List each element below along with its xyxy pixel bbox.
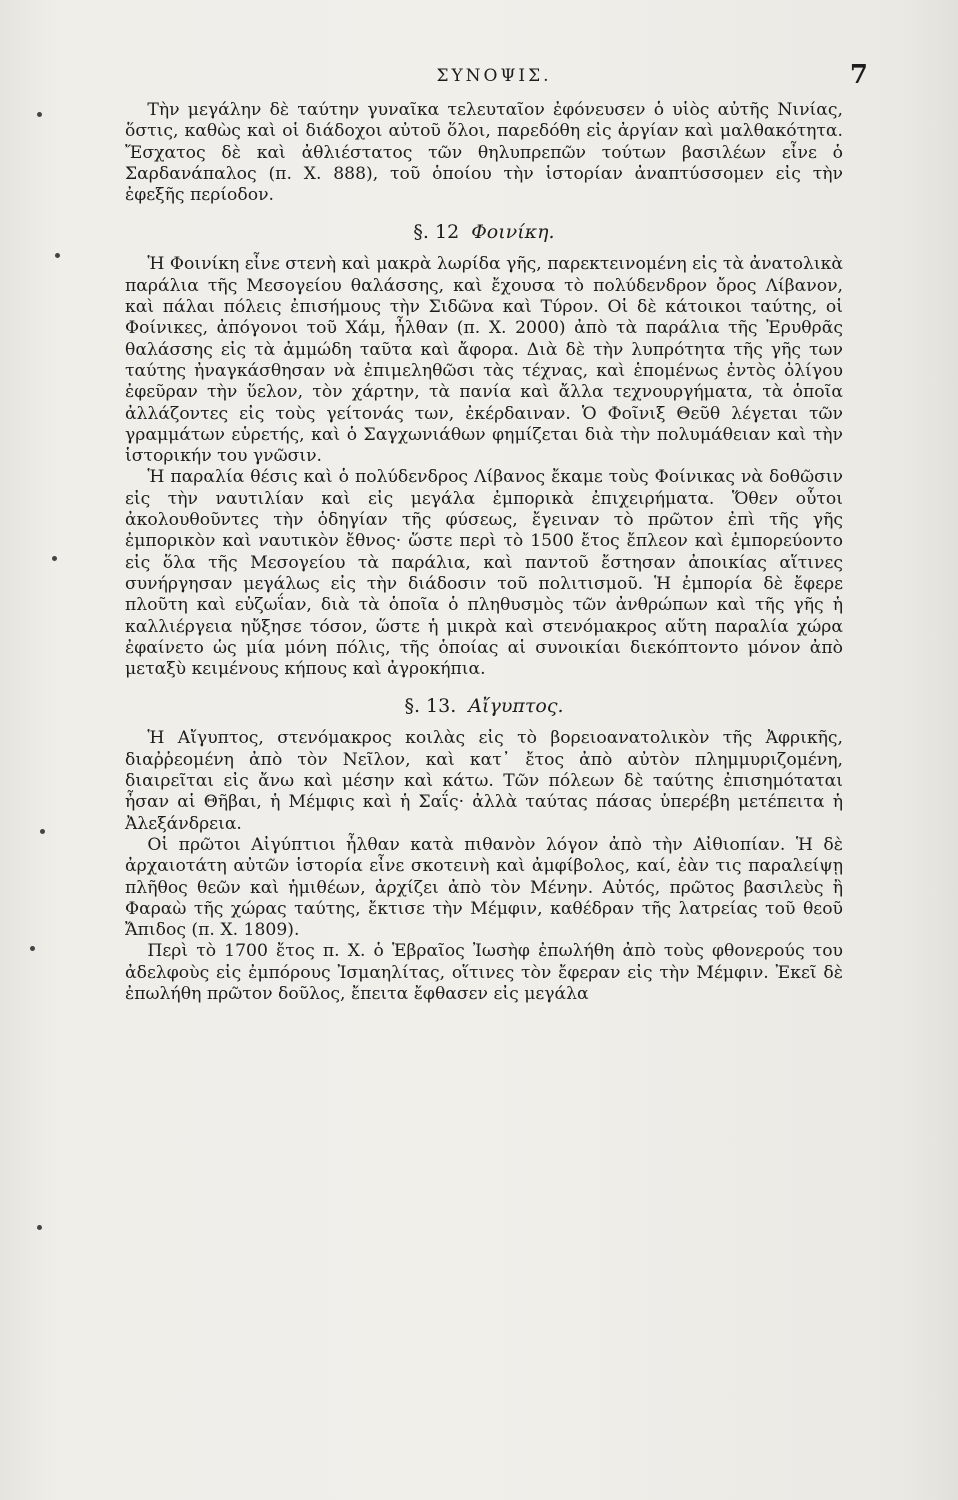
section-number: §. 12: [413, 221, 460, 244]
paragraph: Περὶ τὸ 1700 ἔτος π. Χ. ὁ Ἑβραῖος Ἰωσὴφ ἐπωλήθη ἀπὸ τοὺς φθονερούς του ἀδελφοὺς εἰς ἐμπόρους Ἰσμαηλίτας, οἵτινες τὸν ἔφεραν εἰς τὴν Μέμφιν. Ἐκεῖ δὲ ἐπωλήθη πρῶτον δοῦλος, ἔπειτα ἔφθασεν εἰς μεγάλα: [125, 941, 843, 1004]
running-head: [120, 60, 868, 90]
ink-dot: [37, 1225, 42, 1230]
section-number: §. 13.: [404, 695, 457, 718]
page-title: ΣΥΝΟΨΙΣ.: [436, 66, 552, 86]
section-heading-13: [125, 694, 843, 718]
paragraph: Οἱ πρῶτοι Αἰγύπτιοι ἦλθαν κατὰ πιθανὸν λόγον ἀπὸ τὴν Αἰθιοπίαν. Ἡ δὲ ἀρχαιοτάτη αὐτῶν ἱστορία εἶνε σκοτεινὴ καὶ ἀμφίβολος, καί, ἐὰν τις παραλείψῃ πλῆθος θεῶν καὶ ἡμιθέων, ἀρχίζει ἀπὸ τὸν Μένην. Αὐτός, πρῶτος βασιλεὺς ἢ Φαραὼ τῆς χώρας ταύτης, ἔκτισε τὴν Μέμφιν, καθέδραν τῆς λατρείας τοῦ θεοῦ Ἄπιδος (π. Χ. 1809).: [125, 834, 843, 941]
paragraph: Ἡ Φοινίκη εἶνε στενὴ καὶ μακρὰ λωρίδα γῆς, παρεκτεινομένη εἰς τὰ ἀνατολικὰ παράλια τῆς Μεσογείου θαλάσσης, καὶ ἔχουσα τὸ πολύδενδρον ὄρος Λίβανον, καὶ πάλαι πόλεις ἐπισήμους τὴν Σιδῶνα καὶ Τύρον. Οἱ δὲ κάτοικοι ταύτης, οἱ Φοίνικες, ἀπόγονοι τοῦ Χάμ, ἦλθαν (π. Χ. 2000) ἀπὸ τὰ παράλια τῆς Ἐρυθρᾶς θαλάσσης εἰς τὰ ἀμμώδη ταῦτα καὶ ἄφορα. Διὰ δὲ τὴν λυπρότητα τῆς γῆς των ταύτης ἠναγκάσθησαν νὰ ἐπιμεληθῶσι τὰς τέχνας, καὶ ἑπομένως ἐντὸς ὀλίγου ἐφεῦραν τὴν ὕελον, τὸν χάρτην, τὰ πανία καὶ ἄλλα τεχνουργήματα, τὰ ὁποῖα ἀλλάζοντες εἰς τοὺς γείτονάς των, ἐκέρδαιναν. Ὁ Φοῖνιξ Θεῦθ λέγεται τῶν γραμμάτων εὑρετής, καὶ ὁ Σαγχωνιάθων φημίζεται διὰ τὴν πολυμάθειαν καὶ τὴν ἱστορικήν του γνῶσιν.: [125, 254, 843, 467]
paragraph: Ἡ παραλία θέσις καὶ ὁ πολύδενδρος Λίβανος ἔκαμε τοὺς Φοίνικας νὰ δοθῶσιν εἰς τὴν ναυτιλίαν καὶ εἰς μεγάλα ἐμπορικὰ ἐπιχειρήματα. Ὅθεν οὗτοι ἀκολουθοῦντες τὴν ὁδηγίαν τῆς φύσεως, ἔγειναν τὸ πρῶτον ἐπὶ τῆς γῆς ἐμπορικὸν καὶ ναυτικὸν ἔθνος· ὥστε περὶ τὸ 1500 ἔτος ἔπλεον καὶ ἐμπορεύοντο εἰς ὅλα τῆς Μεσογείου τὰ παράλια, καὶ παντοῦ ἔστησαν ἀποικίας αἵτινες συνήργησαν μεγάλως εἰς τὴν διάδοσιν τοῦ πολιτισμοῦ. Ἡ ἐμπορία δὲ ἔφερε πλοῦτη καὶ εὐζωΐαν, διὰ τὰ ὁποῖα ὁ πληθυσμὸς τῶν ἀνθρώπων καὶ τῆς γῆς ἡ καλλιέργεια ηὔξησε τόσον, ὥστε ἡ μικρὰ καὶ στενόμακρος αὕτη παραλία χώρα ἐφαίνετο ὡς μία μόνη πόλις, τῆς ὁποίας αἱ συνοικίαι διεκόπτοντο μόνον ἀπὸ μεταξὺ κειμένους κήπους καὶ ἀγροκήπια.: [125, 467, 843, 680]
page-number: 7: [849, 60, 868, 90]
ink-dot: [37, 112, 42, 117]
ink-dot: [52, 556, 57, 561]
intro-paragraph: Τὴν μεγάλην δὲ ταύτην γυναῖκα τελευταῖον ἐφόνευσεν ὁ υἱὸς αὐτῆς Νινίας, ὅστις, καθὼς καὶ οἱ διάδοχοι αὐτοῦ ὅλοι, παρεδόθη εἰς ἀργίαν καὶ μαλθακότητα. Ἔσχατος δὲ καὶ ἀθλιέστατος τῶν θηλυπρεπῶν τούτων βασιλέων εἶνε ὁ Σαρδανάπαλος (π. Χ. 888), τοῦ ὁποίου τὴν ἱστορίαν ἀναπτύσσομεν εἰς τὴν ἐφεξῆς περίοδον.: [125, 100, 843, 206]
ink-dot: [40, 829, 45, 834]
ink-dot: [30, 946, 35, 951]
section-name: Φοινίκη.: [471, 221, 555, 244]
ink-dot: [55, 253, 60, 258]
body-text: [125, 100, 843, 1005]
section-heading-12: [125, 220, 843, 244]
paragraph: Ἡ Αἴγυπτος, στενόμακρος κοιλὰς εἰς τὸ βορειοανατολικὸν τῆς Ἀφρικῆς, διαῤῥεομένη ἀπὸ τὸν Νεῖλον, καὶ κατ᾽ ἔτος ἀπὸ αὐτὸν πλημμυριζομένη, διαιρεῖται εἰς ἄνω καὶ μέσην καὶ κάτω. Τῶν πόλεων δὲ ταύτης ἐπισημόταται ἦσαν αἱ Θῆβαι, ἡ Μέμφις καὶ ἡ Σαΐς· ἀλλὰ ταύτας πάσας ὑπερέβη μετέπειτα ἡ Ἀλεξάνδρεια.: [125, 728, 843, 834]
section-name: Αἴγυπτος.: [468, 695, 564, 718]
